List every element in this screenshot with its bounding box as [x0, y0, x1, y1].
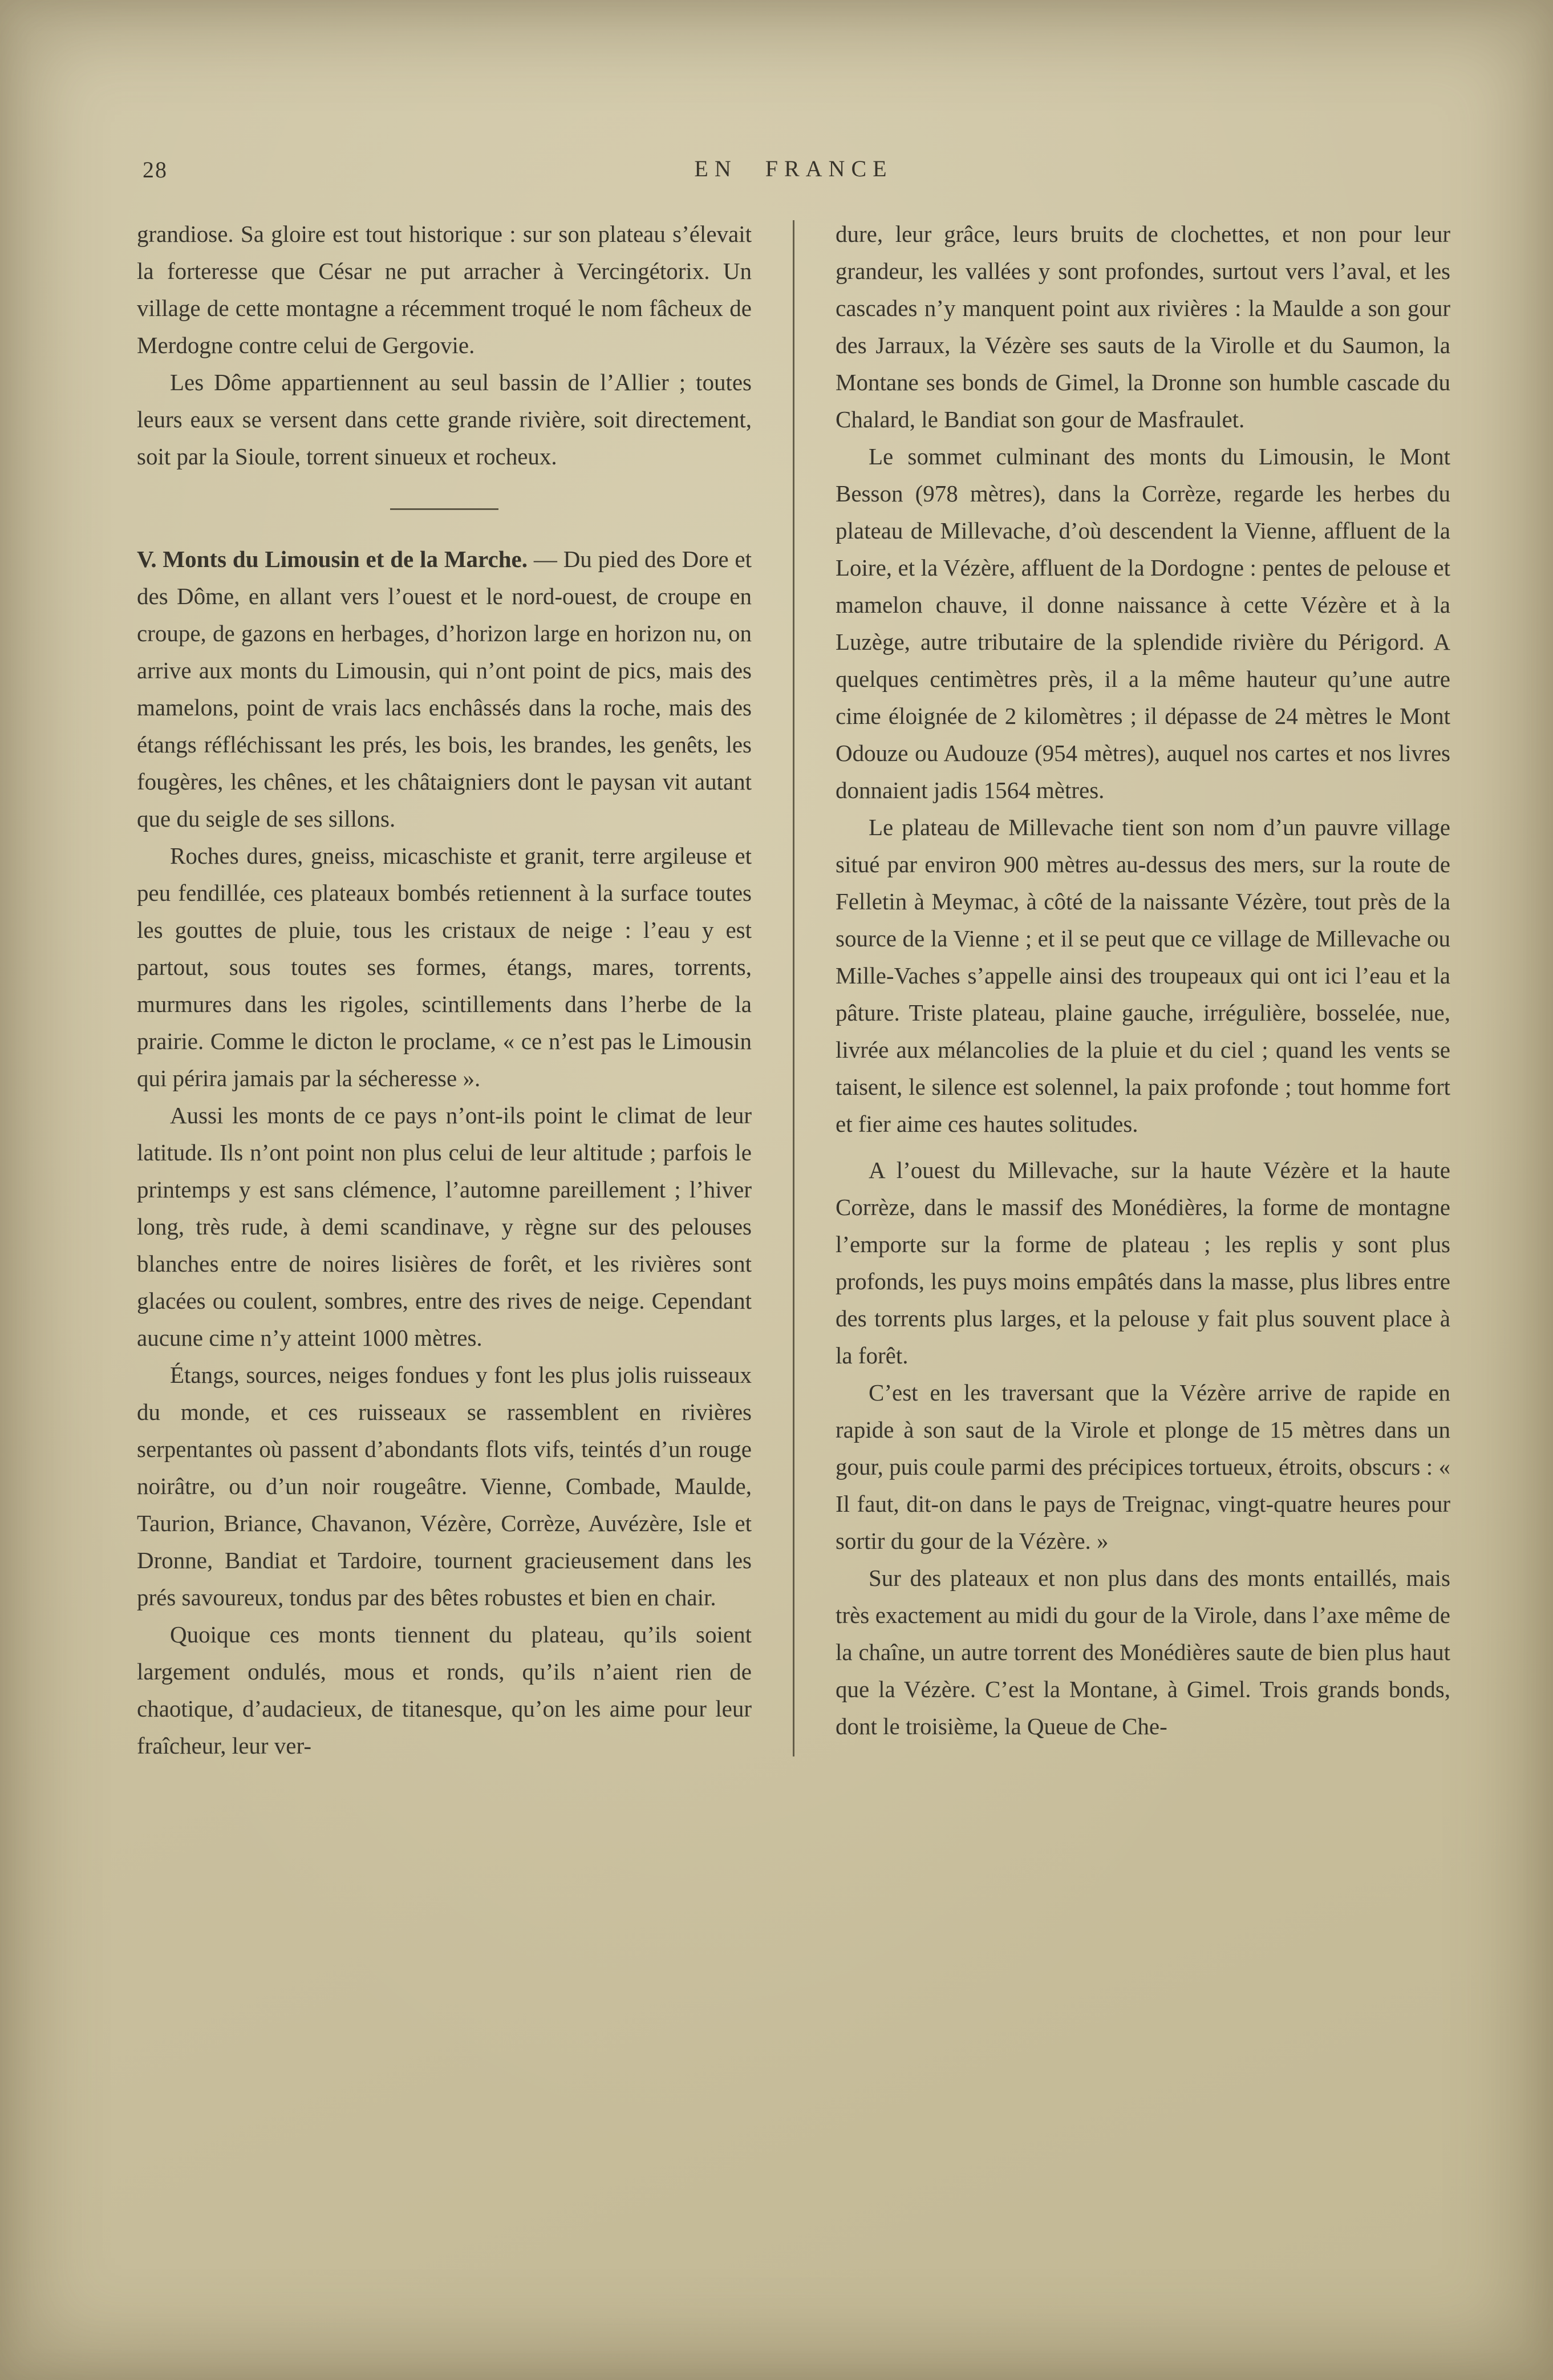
- paragraph: Le sommet culminant des monts du Limousin, le Mont Besson (978 mètres), dans la Corrèze, regarde les herbes du plateau de Millevache, d’où descendent la Vienne, affluent de la Loire, et la Vézère, affluent de la Dordogne : pentes de pelouse et mamelon chauve, il donne naissance à cette Vézère et à la Luzège, autre tributaire de la splendide rivière du Périgord. A quelques centimètres près, il a la même hauteur qu’une autre cime éloignée de 2 kilomètres ; il dépasse de 24 mètres le Mont Odouze ou Audouze (954 mètres), auquel nos cartes et nos livres donnaient jadis 1564 mètres.: [836, 443, 1450, 803]
- text-columns: [137, 216, 1450, 1764]
- page-number: 28: [143, 157, 168, 183]
- right-column: [836, 216, 1450, 1764]
- page-header: [137, 155, 1450, 191]
- paragraph: Sur des plateaux et non plus dans des monts entaillés, mais très exactement au midi du gour de la Virole, dans l’axe même de la chaîne, un autre torrent des Monédières saute de bien plus haut que la Vézère. C’est la Montane, à Gimel. Trois grands bonds, dont le troisième, la Queue de Che-: [836, 1565, 1450, 1739]
- paragraph: C’est en les traversant que la Vézère arrive de rapide en rapide à son saut de la Virole et plonge de 15 mètres dans un gour, puis coule parmi des précipices tortueux, étroits, obscurs : « Il faut, dit-on dans le pays de Treignac, vingt-quatre heures pour sortir du gour de la Vézère. »: [836, 1379, 1450, 1554]
- running-title: EN FRANCE: [694, 156, 893, 181]
- section-separator: —: [527, 546, 563, 572]
- column-divider-rule: [793, 220, 794, 1756]
- section-divider-rule: [390, 508, 498, 510]
- paragraph: A l’ouest du Millevache, sur la haute Vézère et la haute Corrèze, dans le massif des Monédières, la forme de montagne l’emporte sur la forme de plateau ; les replis y sont plus profonds, les puys moins empâtés dans la masse, plus libres entre des torrents plus larges, et la pelouse y fait plus souvent place à la forêt.: [836, 1157, 1450, 1369]
- paragraph: Roches dures, gneiss, micaschiste et granit, terre argileuse et peu fendillée, ces plateaux bombés retiennent à la surface toutes les gouttes de pluie, tous les cristaux de neige : l’eau y est partout, sous toutes ses formes, étangs, mares, torrents, murmures dans les rigoles, scintillements dans l’herbe de la prairie. Comme le dicton le proclame, « ce n’est pas le Limousin qui périra jamais par la sécheresse ».: [137, 843, 752, 1091]
- paragraph: Étangs, sources, neiges fondues y font les plus jolis ruisseaux du monde, et ces ruisseaux se rassemblent en rivières serpentantes où passent d’abondants flots vifs, teintés d’un rouge noirâtre, ou d’un noir rougeâtre. Vienne, Combade, Maulde, Taurion, Briance, Chavanon, Vézère, Corrèze, Auvézère, Isle et Dronne, Bandiat et Tardoire, tournent gracieusement dans les prés savoureux, tondus par des bêtes robustes et bien en chair.: [137, 1362, 752, 1610]
- paragraph: Aussi les monts de ce pays n’ont-ils point le climat de leur latitude. Ils n’ont point non plus celui de leur altitude ; parfois le printemps y est sans clémence, l’automne pareillement ; l’hiver long, très rude, à demi scandinave, y règne sur des pelouses blanches entre de noires lisières de forêt, et les rivières sont glacées ou coulent, sombres, entre des rives de neige. Cependant aucune cime n’y atteint 1000 mètres.: [137, 1102, 752, 1351]
- paragraph: Le plateau de Millevache tient son nom d’un pauvre village situé par environ 900 mètres au-dessus des mers, sur la route de Felletin à Meymac, à côté de la naissante Vézère, tout près de la source de la Vienne ; et il se peut que ce village de Millevache ou Mille-Vaches s’appelle ainsi des troupeaux qui ont ici l’eau et la pâture. Triste plateau, plaine gauche, irrégulière, bosselée, nue, livrée aux mélancolies de la pluie et du ciel ; quand les vents se taisent, le silence est solennel, la paix profonde ; tout homme fort et fier aime ces hautes solitudes.: [836, 814, 1450, 1137]
- paragraph: grandiose. Sa gloire est tout historique : sur son plateau s’élevait la forteresse que César ne put arracher à Vercingétorix. Un village de cette montagne a récemment troqué le nom fâcheux de Merdogne contre celui de Gergovie.: [137, 221, 752, 358]
- paragraph: Les Dôme appartiennent au seul bassin de l’Allier ; toutes leurs eaux se versent dans cette grande rivière, soit directement, soit par la Sioule, torrent sinueux et rocheux.: [137, 369, 752, 469]
- section-body-text: Du pied des Dore et des Dôme, en allant vers l’ouest et le nord-ouest, de croupe en croupe, de gazons en herbages, d’horizon large en horizon nu, on arrive aux monts du Limousin, qui n’ont point de pics, mais des mamelons, point de vrais lacs enchâssés dans la roche, mais des étangs réfléchissant les prés, les bois, les brandes, les genêts, les fougères, les chênes, et les châtaigniers dont le paysan vit autant que du seigle de ses sillons.: [137, 546, 752, 832]
- paragraph: Quoique ces monts tiennent du plateau, qu’ils soient largement ondulés, mous et ronds, qu’ils n’aient rien de chaotique, d’audacieux, de titanesque, qu’on les aime pour leur fraîcheur, leur ver-: [137, 1621, 752, 1759]
- section-paragraph: [137, 541, 752, 837]
- left-column: [137, 216, 752, 1764]
- section-heading: V. Monts du Limousin et de la Marche.: [137, 546, 528, 572]
- paragraph: dure, leur grâce, leurs bruits de clochettes, et non pour leur grandeur, les vallées y sont profondes, surtout vers l’aval, et les cascades n’y manquent point aux rivières : la Maulde a son gour des Jarraux, la Vézère ses sauts de la Virolle et du Saumon, la Montane ses bonds de Gimel, la Dronne son humble cascade du Chalard, le Bandiat son gour de Masfraulet.: [836, 221, 1450, 432]
